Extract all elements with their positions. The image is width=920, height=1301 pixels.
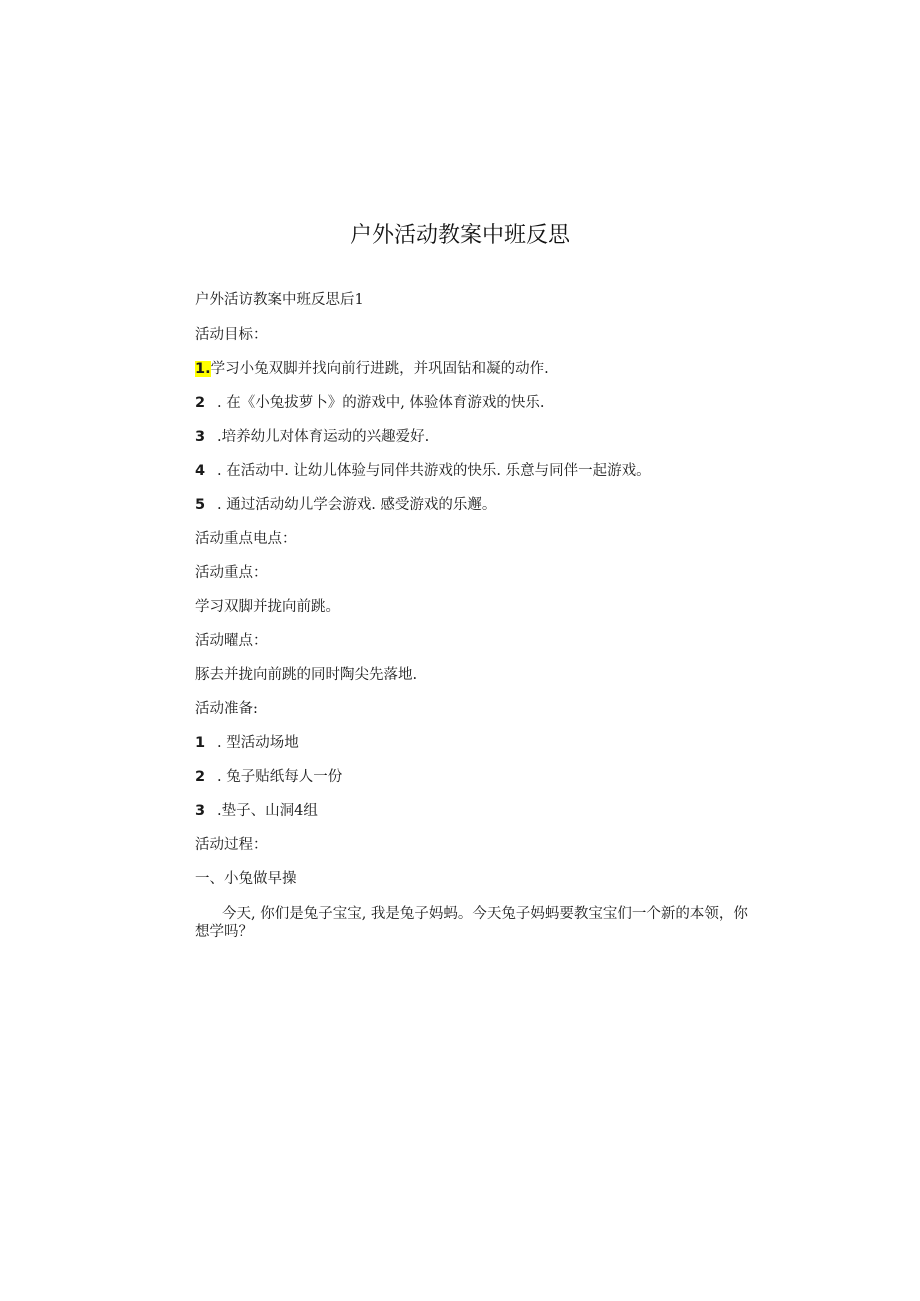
process-heading: 活动过程： bbox=[195, 837, 268, 853]
prep-number: 3 bbox=[195, 803, 206, 819]
goal-item-1 bbox=[195, 357, 549, 378]
prep-number: 2 bbox=[195, 769, 206, 785]
prep-text: .垫子、山洞4组 bbox=[217, 803, 318, 819]
goal-text: 学习小兔双脚并找向前行进跳，并巩固钻和凝的动作. bbox=[210, 361, 549, 377]
goal-text: .培养幼儿对体育运动的兴趣爱好. bbox=[217, 429, 430, 445]
focus-heading: 活动重点电点： bbox=[195, 531, 297, 547]
goal-item-4 bbox=[195, 459, 651, 480]
goal-number: 1. bbox=[195, 361, 211, 377]
goal-text: . 在活动中. 让幼儿体验与同伴共游戏的快乐. 乐意与同伴一起游戏。 bbox=[217, 463, 651, 479]
prep-heading: 活动准备: bbox=[195, 701, 258, 717]
goal-number: 4 bbox=[195, 463, 206, 479]
key-heading: 活动重点： bbox=[195, 565, 268, 581]
goal-item-5 bbox=[195, 493, 496, 514]
key-text: 学习双脚并拢向前跳。 bbox=[195, 599, 340, 615]
goal-number: 2 bbox=[195, 395, 206, 411]
goal-text: . 在《小兔拔萝卜》的游戏中, 体验体育游戏的快乐. bbox=[217, 395, 545, 411]
goal-number: 5 bbox=[195, 497, 206, 513]
goal-text: . 通过活动幼儿学会游戏. 感受游戏的乐邂。 bbox=[217, 497, 497, 513]
goals-heading: 活动目标： bbox=[195, 327, 268, 343]
goal-number: 3 bbox=[195, 429, 206, 445]
prep-number: 1 bbox=[195, 735, 206, 751]
prep-text: . 兔子贴纸每人一份 bbox=[217, 769, 343, 785]
document-title: 户外活动教案中班反思 bbox=[349, 223, 570, 248]
difficulty-text: 豚去并拢向前跳的同时陶尖先落地. bbox=[195, 667, 418, 683]
prep-text: . 型活动场地 bbox=[217, 735, 299, 751]
goal-item-2 bbox=[195, 391, 545, 412]
prep-item-2 bbox=[195, 765, 342, 786]
goal-item-3 bbox=[195, 425, 429, 446]
prep-item-1 bbox=[195, 731, 299, 752]
step1-heading: 一、小兔做早操 bbox=[195, 871, 297, 887]
document-subtitle: 户外活访教案中班反思后1 bbox=[195, 292, 364, 308]
difficulty-heading: 活动曜点： bbox=[195, 633, 268, 649]
prep-item-3 bbox=[195, 799, 318, 820]
step1-text-line1: 今天, 你们是兔子宝宝, 我是兔子妈蚂。今天兔子妈蚂要教宝宝们一个新的本领，你 bbox=[222, 906, 748, 922]
step1-text-line2: 想学吗？ bbox=[195, 924, 253, 940]
